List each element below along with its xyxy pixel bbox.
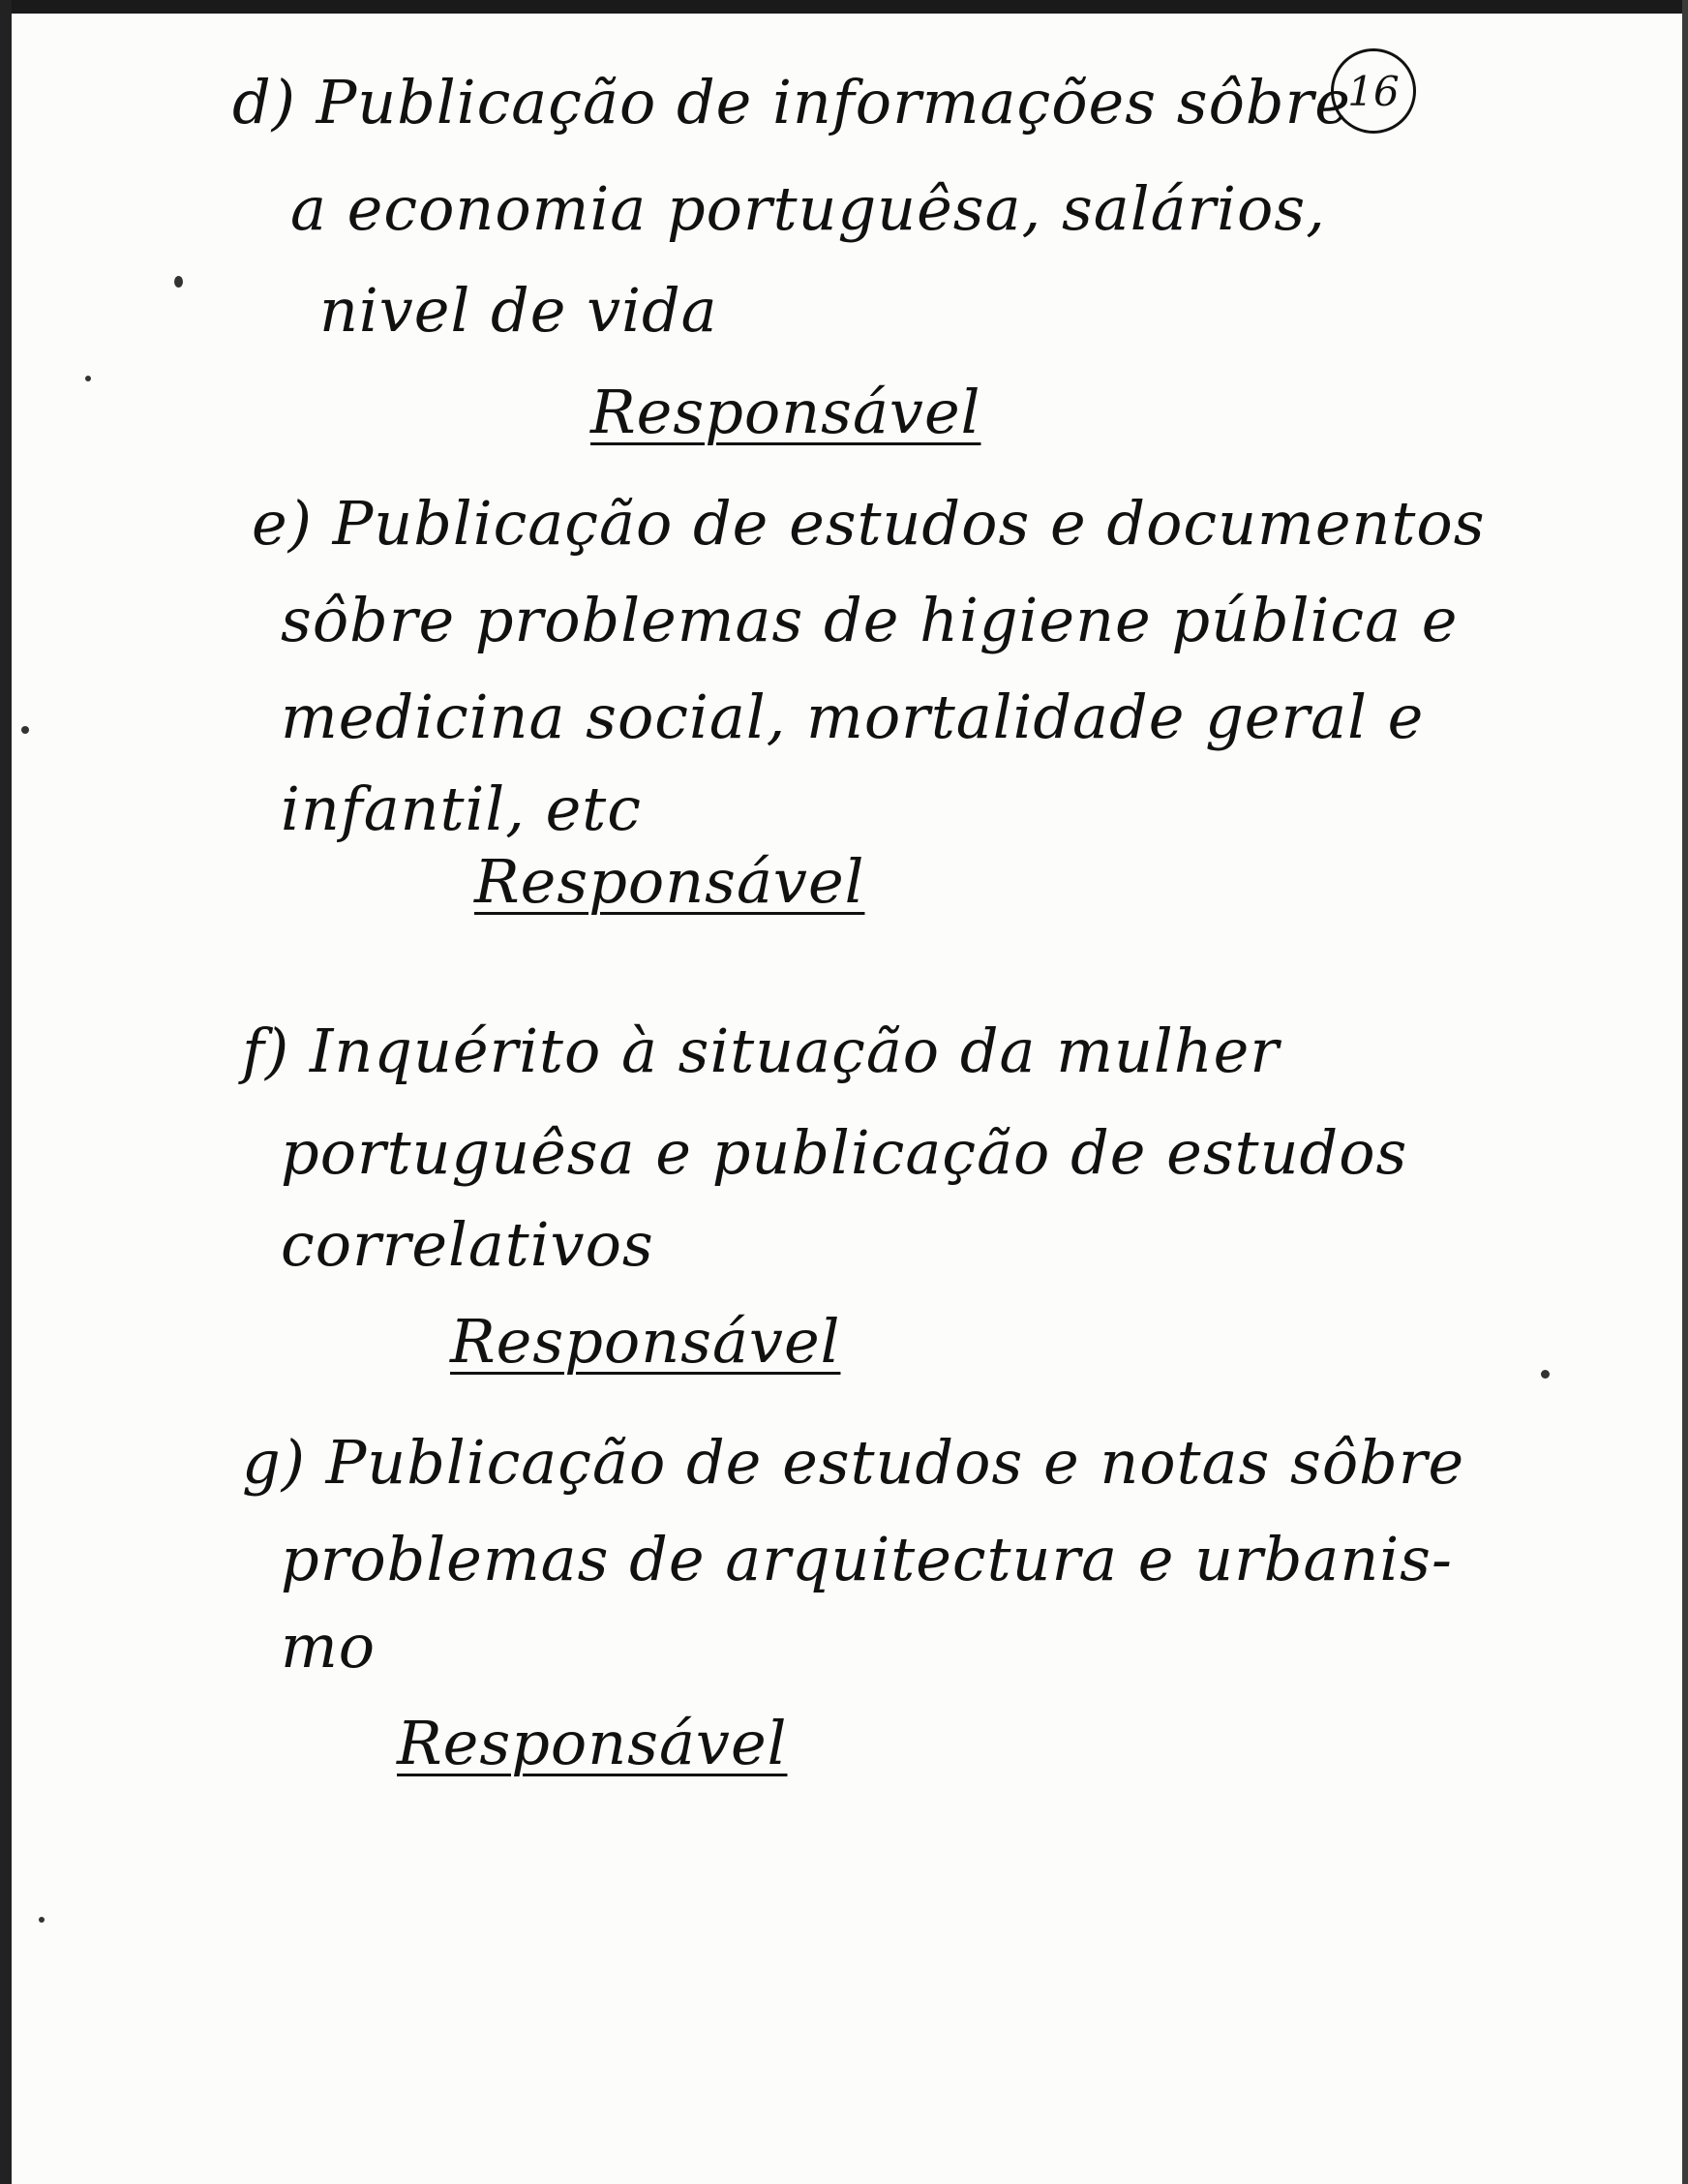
item-f-responsible: Responsável — [450, 1306, 841, 1377]
scan-speck — [39, 1917, 45, 1923]
item-e-line-3: medicina social, mortalidade geral e — [281, 682, 1425, 752]
scan-border-left — [0, 0, 12, 2184]
item-g-line-3: mo — [281, 1611, 377, 1682]
item-d-responsible: Responsável — [590, 377, 981, 447]
item-e-line-2: sôbre problemas de higiene pública e — [281, 585, 1459, 655]
item-d-line-1: d) Publicação de informações sôbre — [232, 67, 1351, 137]
item-g-line-1: g) Publicação de estudos e notas sôbre — [242, 1427, 1465, 1498]
scan-speck — [85, 376, 91, 381]
scan-border-top — [0, 0, 1688, 14]
scan-border-right — [1682, 0, 1688, 2184]
item-f-line-2: portuguêsa e publicação de estudos — [281, 1117, 1408, 1188]
page-number: 16 — [1331, 48, 1416, 134]
item-g-line-2: problemas de arquitectura e urbanis- — [281, 1524, 1453, 1594]
item-e-responsible: Responsável — [474, 846, 865, 917]
item-e-line-1: e) Publicação de estudos e documentos — [252, 488, 1486, 559]
item-f-line-1: f) Inquérito à situação da mulher — [242, 1016, 1281, 1086]
item-f-line-3: correlativos — [281, 1209, 654, 1280]
item-g-responsible: Responsável — [397, 1708, 788, 1778]
item-d-line-2: a economia portuguêsa, salários, — [290, 173, 1326, 244]
scan-speck — [21, 726, 29, 734]
item-d-line-3: nivel de vida — [319, 275, 718, 346]
scan-speck — [174, 276, 183, 288]
item-e-line-4: infantil, etc — [281, 774, 642, 844]
scan-speck — [1541, 1370, 1550, 1379]
